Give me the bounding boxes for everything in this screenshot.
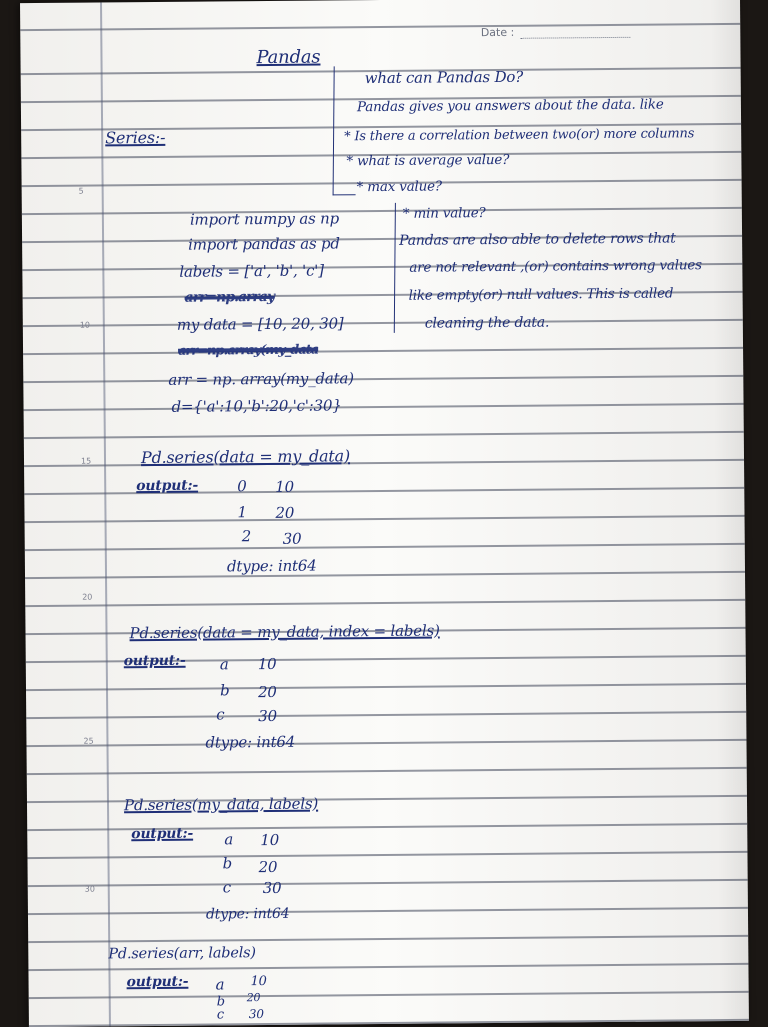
date-row xyxy=(481,25,631,39)
page-title: Pandas xyxy=(256,46,321,69)
example4-value-2: 30 xyxy=(248,1007,264,1022)
example3-dtype: dtype: int64 xyxy=(205,905,290,923)
example2-value-0: 10 xyxy=(257,654,277,674)
cleaning-line-3: like empty(or) null values. This is called xyxy=(408,285,674,304)
line-number-25: 25 xyxy=(83,736,94,746)
example2-value-2: 30 xyxy=(258,706,278,726)
series-heading: Series:- xyxy=(105,127,166,148)
question-line-5: * min value? xyxy=(402,205,486,222)
line-number-20: 20 xyxy=(82,592,93,602)
cleaning-line-4: cleaning the data. xyxy=(424,314,550,332)
example4-call: Pd.series(arr, labels) xyxy=(108,945,256,963)
example2-dtype: dtype: int64 xyxy=(205,732,296,752)
line-number-15: 15 xyxy=(80,456,92,466)
example4-value-0: 10 xyxy=(250,974,267,990)
example3-value-0: 10 xyxy=(260,830,280,850)
example1-call: Pd.series(data = my_data) xyxy=(140,446,351,468)
page-shadow xyxy=(710,0,749,1021)
date-line xyxy=(520,27,630,39)
example2-value-1: 20 xyxy=(257,682,277,702)
example3-value-2: 30 xyxy=(262,878,282,898)
labels-assignment: labels = ['a', 'b', 'c'] xyxy=(179,261,324,281)
cleaning-line-2: are not relevant ,(or) contains wrong values xyxy=(409,257,702,276)
line-number-10: 10 xyxy=(79,320,91,330)
import-pandas: import pandas as pd xyxy=(188,234,340,254)
margin-line xyxy=(100,2,111,1026)
notebook-page xyxy=(20,0,749,1027)
dict-assignment: d={'a':10,'b':20,'c':30} xyxy=(171,396,342,416)
question-title: what can Pandas Do? xyxy=(364,67,524,88)
arr-assignment: arr = np. array(my_data) xyxy=(168,369,354,389)
example4-index-1: b xyxy=(216,994,225,1010)
question-line-3: * what is average value? xyxy=(346,151,510,170)
example2-call: Pd.series(data = my_data, index = labels) xyxy=(129,621,440,643)
example4-index-0: a xyxy=(215,975,225,994)
example3-index-0: a xyxy=(224,830,234,849)
line-number-30: 30 xyxy=(84,884,95,894)
example1-index-2: 2 xyxy=(241,527,252,546)
my-data-assignment: my data = [10, 20, 30] xyxy=(176,314,344,334)
example1-value-0: 10 xyxy=(275,477,295,496)
example1-value-2: 30 xyxy=(282,529,302,548)
question-line-4: * max value? xyxy=(356,178,443,196)
example3-call: Pd.series(my_data, labels) xyxy=(123,794,319,815)
example1-dtype: dtype: int64 xyxy=(226,556,317,576)
example2-index-0: a xyxy=(219,655,229,674)
example1-index-1: 1 xyxy=(237,503,247,522)
crossed-out-text-2: arr=np.array(my_data xyxy=(177,342,319,359)
example4-output-label: output:- xyxy=(126,973,189,991)
crossed-out-text-1: arr=np.array xyxy=(184,288,275,306)
example4-value-1: 20 xyxy=(246,991,261,1005)
example1-output-label: output:- xyxy=(136,477,199,495)
example2-index-1: b xyxy=(219,681,230,700)
date-label: Date : xyxy=(480,25,515,40)
question-line-2: * Is there a correlation between two(or) more columns xyxy=(344,126,695,145)
example2-index-2: c xyxy=(216,705,225,724)
example1-value-1: 20 xyxy=(275,503,295,522)
import-numpy: import numpy as np xyxy=(189,209,340,229)
question-line-1: Pandas gives you answers about the data. like xyxy=(356,96,664,116)
example2-output-label: output:- xyxy=(123,652,186,670)
cleaning-line-1: Pandas are also able to delete rows that xyxy=(399,230,676,249)
example3-value-1: 20 xyxy=(258,857,278,877)
example3-index-2: c xyxy=(222,878,232,897)
line-number-5: 5 xyxy=(78,186,84,196)
example3-index-1: b xyxy=(222,854,233,873)
example3-output-label: output:- xyxy=(131,825,194,843)
example1-index-0: 0 xyxy=(237,477,247,496)
example4-index-2: c xyxy=(216,1007,225,1023)
